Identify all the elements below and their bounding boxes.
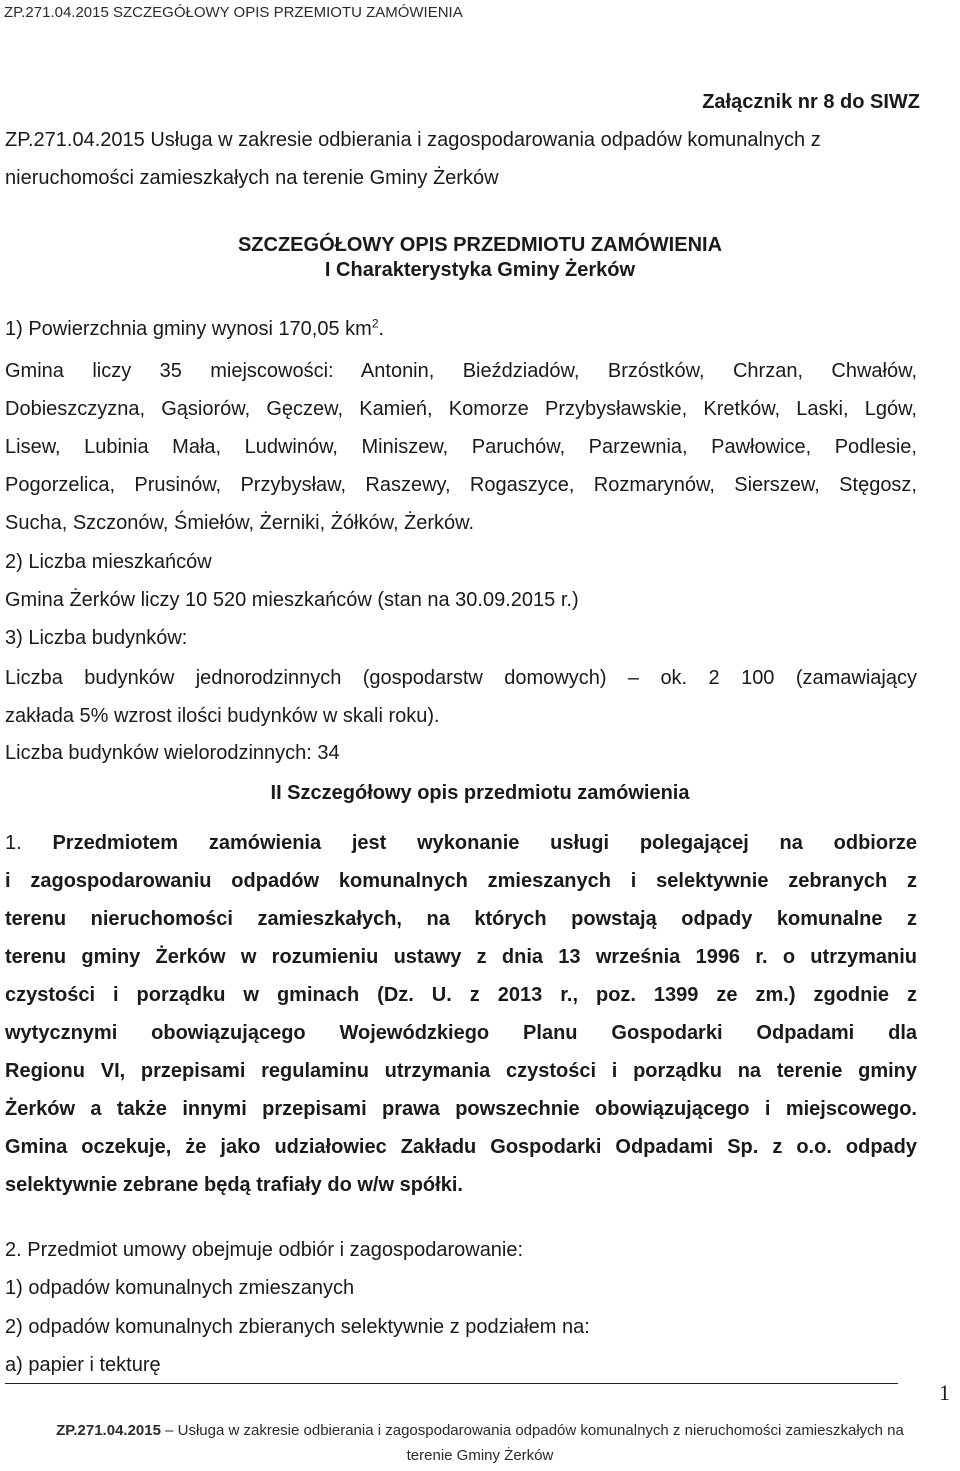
section-2-heading: II Szczegółowy opis przedmiotu zamówienia bbox=[270, 782, 690, 804]
item-1-line-1 bbox=[5, 832, 917, 855]
running-header: ZP.271.04.2015 SZCZEGÓŁOWY OPIS PRZEMIOTU ZAMÓWIENIA bbox=[4, 4, 463, 21]
area-line bbox=[5, 318, 384, 341]
item-2-point-1: 1) odpadów komunalnych zmieszanych bbox=[5, 1277, 355, 1299]
item-1-line-9: Gmina oczekuje, że jako udziałowiec Zakładu Gospodarki Odpadami Sp. z o.o. odpady bbox=[5, 1136, 917, 1158]
buildings-line-2: zakłada 5% wzrost ilości budynków w skali roku). bbox=[5, 705, 440, 727]
item-1-line-3: terenu nieruchomości zamieszkałych, na których powstają odpady komunalne z bbox=[5, 908, 917, 930]
attachment-label: Załącznik nr 8 do SIWZ bbox=[702, 91, 920, 113]
footer-divider bbox=[5, 1383, 898, 1384]
item-1-line-4: terenu gminy Żerków w rozumieniu ustawy z dnia 13 września 1996 r. o utrzymaniu bbox=[5, 946, 917, 968]
buildings-line-1: Liczba budynków jednorodzinnych (gospodarstw domowych) – ok. 2 100 (zamawiający bbox=[5, 667, 917, 689]
item-1-line-8: Żerków a także innymi przepisami prawa powszechnie obowiązującego i miejscowego. bbox=[5, 1098, 917, 1120]
footer-line-1 bbox=[0, 1422, 960, 1439]
item-2-heading: 2. Przedmiot umowy obejmuje odbiór i zagospodarowanie: bbox=[5, 1239, 524, 1261]
area-superscript: 2 bbox=[371, 316, 379, 331]
section-1-heading: I Charakterystyka Gminy Żerków bbox=[324, 259, 636, 281]
footer-reference: ZP.271.04.2015 bbox=[56, 1422, 161, 1439]
item-1-line-2: i zagospodarowaniu odpadów komunalnych zmieszanych i selektywnie zebranych z bbox=[5, 870, 917, 892]
localities-line-2: Dobieszczyzna, Gąsiorów, Gęczew, Kamień, Komorze Przybysławskie, Kretków, Laski, Lgów, bbox=[5, 398, 917, 420]
buildings-multi-family: Liczba budynków wielorodzinnych: 34 bbox=[5, 742, 340, 764]
item-2-point-2: 2) odpadów komunalnych zbieranych selektywnie z podziałem na: bbox=[5, 1316, 590, 1338]
item-1-line-6: wytycznymi obowiązującego Wojewódzkiego Planu Gospodarki Odpadami dla bbox=[5, 1022, 917, 1044]
item-2-point-a: a) papier i tekturę bbox=[5, 1354, 161, 1376]
item-1-line-5: czystości i porządku w gminach (Dz. U. z 2013 r., poz. 1399 ze zm.) zgodnie z bbox=[5, 984, 917, 1006]
area-text: 1) Powierzchnia gminy wynosi 170,05 km bbox=[5, 318, 372, 340]
localities-line-5: Sucha, Szczonów, Śmiełów, Żerniki, Żółków, Żerków. bbox=[5, 512, 475, 534]
item-1-number: 1. bbox=[5, 832, 22, 854]
item-1-line-10: selektywnie zebrane będą trafiały do w/w spółki. bbox=[5, 1174, 463, 1196]
footer-description: – Usługa w zakresie odbierania i zagospodarowania odpadów komunalnych z nieruchomości zamieszkałych na bbox=[160, 1422, 904, 1439]
footer-line-2: terenie Gminy Żerków bbox=[406, 1447, 554, 1464]
document-title: SZCZEGÓŁOWY OPIS PRZEDMIOTU ZAMÓWIENIA bbox=[237, 234, 723, 256]
localities-line-4: Pogorzelica, Prusinów, Przybysław, Raszewy, Rogaszyce, Rozmarynów, Sierszew, Stęgosz, bbox=[5, 474, 917, 496]
intro-line-2: nieruchomości zamieszkałych na terenie Gminy Żerków bbox=[5, 167, 499, 189]
item-1-first-text: Przedmiotem zamówienia jest wykonanie usługi polegającej na odbiorze bbox=[52, 832, 917, 854]
page-number: 1 bbox=[939, 1380, 950, 1405]
residents-text: Gmina Żerków liczy 10 520 mieszkańców (stan na 30.09.2015 r.) bbox=[5, 589, 579, 611]
residents-heading: 2) Liczba mieszkańców bbox=[5, 551, 212, 573]
intro-line-1: ZP.271.04.2015 Usługa w zakresie odbierania i zagospodarowania odpadów komunalnych z bbox=[5, 129, 821, 151]
buildings-heading: 3) Liczba budynków: bbox=[5, 627, 188, 649]
area-period: . bbox=[378, 318, 385, 340]
localities-line-1: Gmina liczy 35 miejscowości: Antonin, Bieździadów, Brzóstków, Chrzan, Chwałów, bbox=[5, 360, 917, 382]
item-1-line-7: Regionu VI, przepisami regulaminu utrzymania czystości i porządku na terenie gminy bbox=[5, 1060, 917, 1082]
localities-line-3: Lisew, Lubinia Mała, Ludwinów, Miniszew, Paruchów, Parzewnia, Pawłowice, Podlesie, bbox=[5, 436, 917, 458]
